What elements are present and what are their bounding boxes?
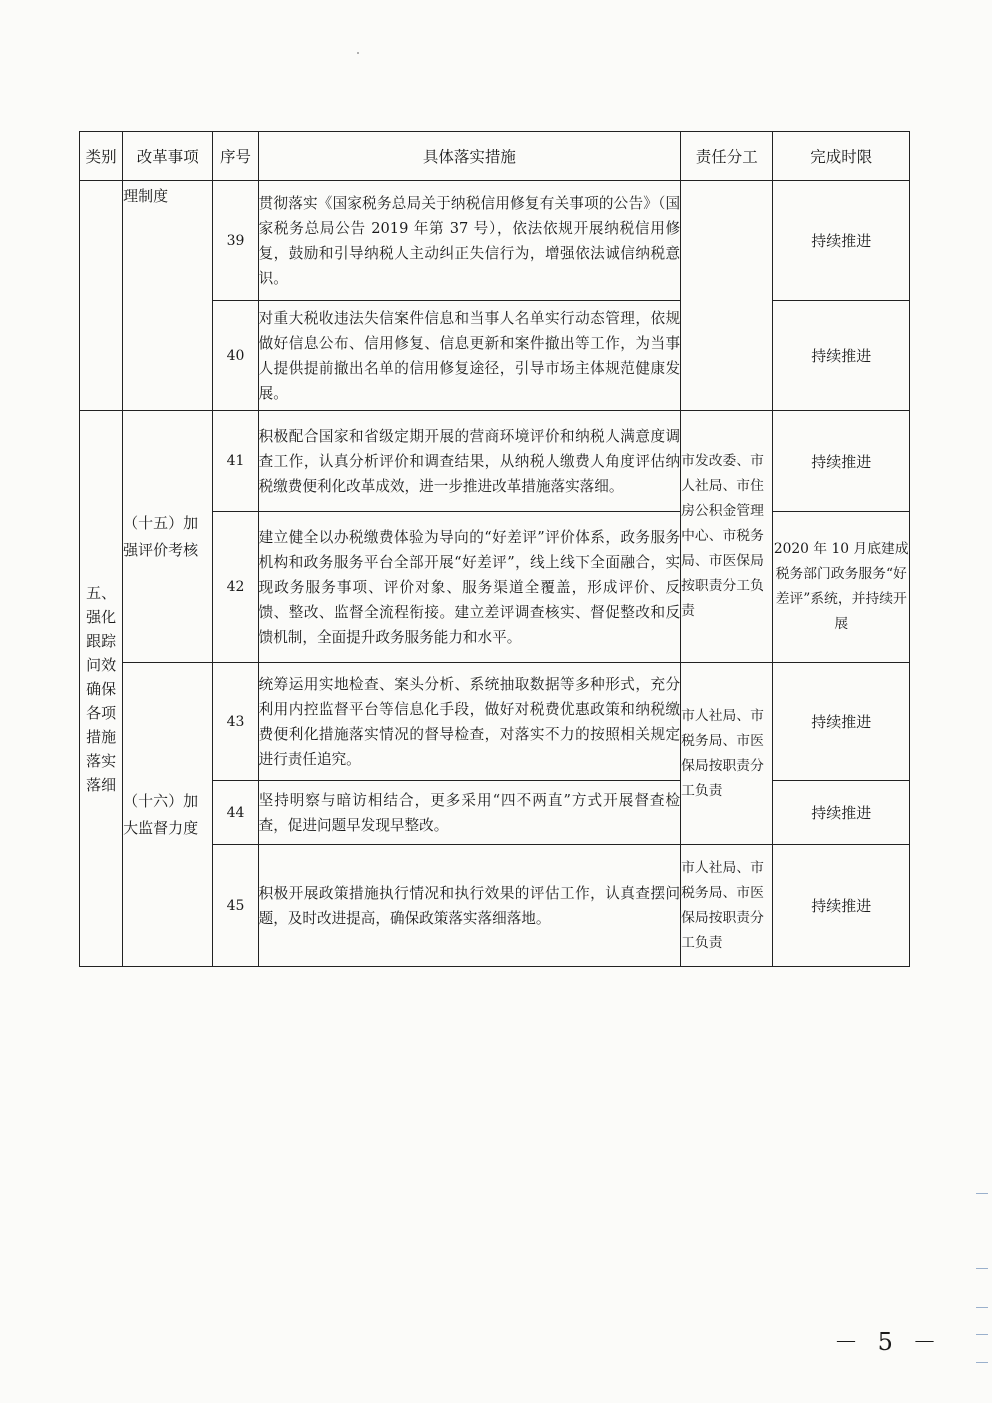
measure-text: 建立健全以办税缴费体验为导向的“好差评”评价体系，政务服务机构和政务服务平台全部开展“好差评”，线上线下全面融合，实现政务服务事项、评价对象、服务渠道全覆盖，形成评价、反馈、整改、监督全流程衔接。建立差评调查核实、督促整改和反馈机制，全面提升政务服务能力和水平。 [258, 512, 681, 663]
responsibility-cell: 市发改委、市人社局、市住房公积金管理中心、市税务局、市医保局按职责分工负责 [681, 411, 773, 663]
scan-edge-mark [976, 1307, 988, 1308]
scan-speck [357, 52, 359, 54]
measure-text: 贯彻落实《国家税务总局关于纳税信用修复有关事项的公告》（国家税务总局公告 2019 年第 37 号），依法依规开展纳税信用修复，鼓励和引导纳税人主动纠正失信行为，增强依法诚信纳税意识。 [258, 181, 681, 301]
page-number: － 5 － [834, 1328, 943, 1356]
measure-text: 积极开展政策措施执行情况和执行效果的评估工作，认真查摆问题，及时改进提高，确保政策落实落细落地。 [258, 845, 681, 967]
deadline-cell: 持续推进 [773, 845, 910, 967]
header-category: 类别 [80, 132, 123, 181]
scan-edge-mark [976, 1268, 988, 1269]
deadline-cell: 持续推进 [773, 181, 910, 301]
header-deadline: 完成时限 [773, 132, 910, 181]
table-row [80, 663, 910, 781]
row-number: 45 [213, 845, 258, 967]
deadline-cell: 持续推进 [773, 781, 910, 845]
deadline-cell: 2020 年 10 月底建成税务部门政务服务“好差评”系统，并持续开展 [773, 512, 910, 663]
row-number: 39 [213, 181, 258, 301]
reform-item-cell: 理制度 [123, 181, 213, 411]
responsibility-cell: 市人社局、市税务局、市医保局按职责分工负责 [681, 663, 773, 845]
measure-text: 坚持明察与暗访相结合，更多采用“四不两直”方式开展督查检查，促进问题早发现早整改。 [258, 781, 681, 845]
table-row [80, 181, 910, 301]
row-number: 42 [213, 512, 258, 663]
category-cell-empty [80, 181, 123, 411]
header-reform-item: 改革事项 [123, 132, 213, 181]
reform-measures-table [79, 131, 910, 967]
deadline-cell: 持续推进 [773, 411, 910, 512]
measure-text: 积极配合国家和省级定期开展的营商环境评价和纳税人满意度调查工作，认真分析评价和调查结果，从纳税人缴费人角度评估纳税缴费便利化改革成效，进一步推进改革措施落实落细。 [258, 411, 681, 512]
header-measures: 具体落实措施 [258, 132, 681, 181]
header-responsibility: 责任分工 [681, 132, 773, 181]
header-number: 序号 [213, 132, 258, 181]
row-number: 43 [213, 663, 258, 781]
scan-edge-mark [976, 1334, 988, 1335]
row-number: 41 [213, 411, 258, 512]
responsibility-cell: 市人社局、市税务局、市医保局按职责分工负责 [681, 845, 773, 967]
deadline-cell: 持续推进 [773, 663, 910, 781]
deadline-cell: 持续推进 [773, 301, 910, 411]
measure-text: 对重大税收违法失信案件信息和当事人名单实行动态管理，依规做好信息公布、信用修复、信息更新和案件撤出等工作，为当事人提供提前撤出名单的信用修复途径，引导市场主体规范健康发展。 [258, 301, 681, 411]
reform-item-cell: （十五）加强评价考核 [123, 411, 213, 663]
table-row [80, 411, 910, 512]
row-number: 44 [213, 781, 258, 845]
category-cell: 五、强化跟踪问效确保各项措施落实落细 [80, 411, 123, 967]
scan-edge-mark [976, 1362, 988, 1363]
scan-edge-mark [976, 1193, 988, 1194]
responsibility-cell-empty [681, 181, 773, 411]
measure-text: 统筹运用实地检查、案头分析、系统抽取数据等多种形式，充分利用内控监督平台等信息化手段，做好对税费优惠政策和纳税缴费便利化措施落实情况的督导检查，对落实不力的按照相关规定进行责任追究。 [258, 663, 681, 781]
row-number: 40 [213, 301, 258, 411]
reform-item-cell: （十六）加大监督力度 [123, 663, 213, 967]
table-header-row [80, 132, 910, 181]
